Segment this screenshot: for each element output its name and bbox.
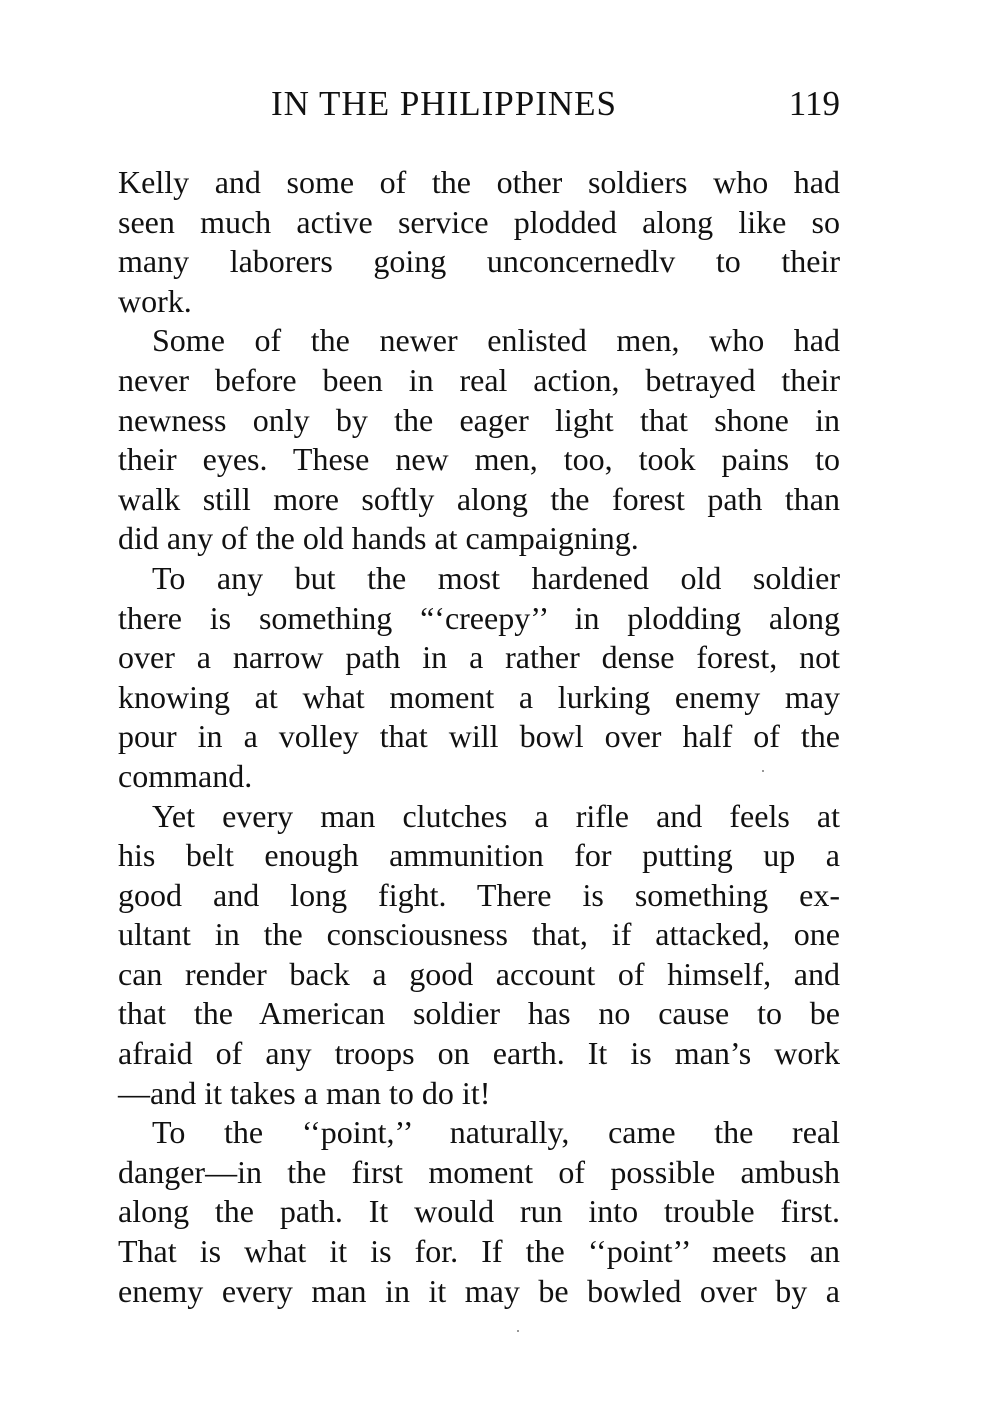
text-line: seen much active service plodded along like so — [118, 203, 840, 240]
scan-speck — [762, 770, 764, 772]
text-line: afraid of any troops on earth. It is man’s work — [118, 1035, 840, 1072]
text-line: many laborers going unconcernedlv to their — [118, 243, 840, 280]
page-number: 119 — [788, 84, 840, 123]
text-line: pour in a volley that will bowl over half of the — [118, 718, 840, 755]
text-line: Kelly and some of the other soldiers who had — [118, 164, 840, 200]
text-line: —and it takes a man to do it! — [118, 1074, 491, 1111]
body-text — [118, 163, 840, 1311]
text-line: work. — [118, 282, 192, 319]
text-line: good and long fight. There is something ex- — [118, 876, 840, 913]
page-header — [118, 80, 840, 128]
running-title: IN THE PHILIPPINES — [271, 84, 617, 123]
scan-speck — [517, 1330, 519, 1332]
text-line: their eyes. These new men, too, took pains to — [118, 441, 840, 478]
text-line: along the path. It would run into trouble first. — [118, 1193, 840, 1230]
text-line: never before been in real action, betrayed their — [118, 361, 840, 398]
text-line: Some of the newer enlisted men, who had — [152, 322, 840, 359]
text-line: knowing at what moment a lurking enemy may — [118, 678, 840, 715]
text-line: To any but the most hardened old soldier — [152, 559, 840, 596]
text-line: That is what it is for. If the ‘‘point’’ meets an — [118, 1233, 840, 1270]
text-line: To the ‘‘point,’’ naturally, came the real — [152, 1114, 840, 1151]
text-line: Yet every man clutches a rifle and feels at — [152, 797, 840, 834]
text-line: there is something “‘creepy’’ in plodding along — [118, 599, 840, 636]
text-line: can render back a good account of himself, and — [118, 955, 840, 992]
text-line: did any of the old hands at campaigning. — [118, 520, 639, 557]
text-line: command. — [118, 757, 253, 794]
text-line: that the American soldier has no cause to be — [118, 995, 840, 1032]
text-line: enemy every man in it may be bowled over by a — [118, 1272, 840, 1309]
text-line: danger—in the first moment of possible ambush — [118, 1153, 840, 1190]
text-line: newness only by the eager light that shone in — [118, 401, 840, 438]
text-line: over a narrow path in a rather dense forest, not — [118, 639, 840, 676]
text-line: his belt enough ammunition for putting up a — [118, 837, 840, 874]
text-line: ultant in the consciousness that, if attacked, one — [118, 916, 840, 953]
text-line: walk still more softly along the forest path than — [118, 480, 840, 517]
